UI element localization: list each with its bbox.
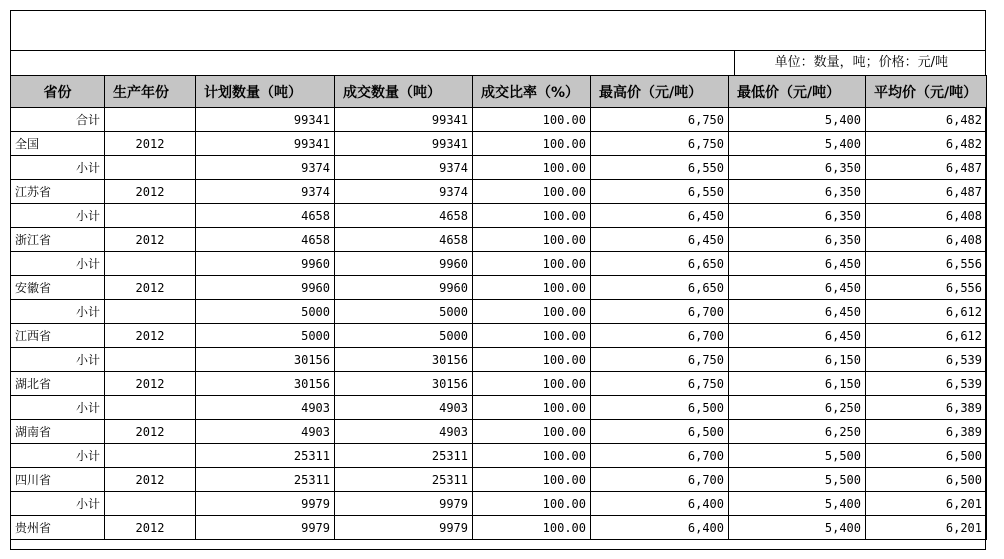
row-plan-qty: 9960 <box>196 252 335 276</box>
row-deal-rate: 100.00 <box>473 228 591 252</box>
table-row-subtotal <box>11 396 987 420</box>
row-plan-qty: 30156 <box>196 348 335 372</box>
row-deal-qty: 9374 <box>335 180 473 204</box>
row-plan-qty: 30156 <box>196 372 335 396</box>
header-avg-price: 平均价（元/吨） <box>866 76 987 108</box>
row-label: 小计 <box>11 492 105 516</box>
row-max-price: 6,450 <box>591 228 729 252</box>
row-deal-qty: 9979 <box>335 516 473 540</box>
row-deal-rate: 100.00 <box>473 108 591 132</box>
row-min-price: 6,350 <box>729 228 866 252</box>
row-min-price: 6,450 <box>729 300 866 324</box>
row-avg-price: 6,389 <box>866 420 987 444</box>
row-max-price: 6,700 <box>591 300 729 324</box>
header-min-price: 最低价（元/吨） <box>729 76 866 108</box>
row-year: 2012 <box>105 420 196 444</box>
row-label: 小计 <box>11 396 105 420</box>
row-label: 小计 <box>11 444 105 468</box>
row-deal-rate: 100.00 <box>473 468 591 492</box>
unit-note: 单位：数量，吨；价格：元/吨 <box>734 51 986 75</box>
table-row-province <box>11 468 987 492</box>
table-row-subtotal <box>11 156 987 180</box>
row-deal-rate: 100.00 <box>473 132 591 156</box>
row-label: 合计 <box>11 108 105 132</box>
row-avg-price: 6,612 <box>866 300 987 324</box>
row-avg-price: 6,539 <box>866 348 987 372</box>
table-row-subtotal <box>11 204 987 228</box>
row-avg-price: 6,408 <box>866 204 987 228</box>
table-row-subtotal <box>11 300 987 324</box>
row-max-price: 6,500 <box>591 396 729 420</box>
row-avg-price: 6,482 <box>866 108 987 132</box>
row-year <box>105 108 196 132</box>
row-label: 小计 <box>11 348 105 372</box>
row-max-price: 6,650 <box>591 276 729 300</box>
row-avg-price: 6,201 <box>866 492 987 516</box>
row-label: 小计 <box>11 300 105 324</box>
row-max-price: 6,700 <box>591 468 729 492</box>
row-year: 2012 <box>105 276 196 300</box>
row-max-price: 6,400 <box>591 492 729 516</box>
row-deal-qty: 4658 <box>335 204 473 228</box>
row-plan-qty: 4903 <box>196 396 335 420</box>
row-deal-qty: 30156 <box>335 372 473 396</box>
row-label: 小计 <box>11 252 105 276</box>
row-deal-qty: 25311 <box>335 444 473 468</box>
table-row-province <box>11 516 987 540</box>
row-year <box>105 300 196 324</box>
row-deal-qty: 9960 <box>335 252 473 276</box>
row-avg-price: 6,487 <box>866 156 987 180</box>
header-row <box>11 76 987 108</box>
row-year <box>105 444 196 468</box>
row-min-price: 6,350 <box>729 180 866 204</box>
header-max-price: 最高价（元/吨） <box>591 76 729 108</box>
header-year: 生产年份 <box>105 76 196 108</box>
header-deal-rate: 成交比率（%） <box>473 76 591 108</box>
row-deal-rate: 100.00 <box>473 324 591 348</box>
row-plan-qty: 4658 <box>196 204 335 228</box>
row-plan-qty: 5000 <box>196 300 335 324</box>
row-deal-rate: 100.00 <box>473 300 591 324</box>
row-max-price: 6,400 <box>591 516 729 540</box>
row-avg-price: 6,201 <box>866 516 987 540</box>
row-plan-qty: 9960 <box>196 276 335 300</box>
row-max-price: 6,650 <box>591 252 729 276</box>
table-row-province <box>11 276 987 300</box>
row-deal-rate: 100.00 <box>473 156 591 180</box>
table-row-subtotal <box>11 444 987 468</box>
row-plan-qty: 99341 <box>196 108 335 132</box>
row-year: 2012 <box>105 180 196 204</box>
row-deal-qty: 9960 <box>335 276 473 300</box>
row-deal-rate: 100.00 <box>473 276 591 300</box>
row-year <box>105 396 196 420</box>
row-plan-qty: 9374 <box>196 180 335 204</box>
row-deal-rate: 100.00 <box>473 180 591 204</box>
table-body <box>11 108 987 540</box>
row-year <box>105 252 196 276</box>
row-label: 小计 <box>11 204 105 228</box>
row-min-price: 6,450 <box>729 324 866 348</box>
row-max-price: 6,700 <box>591 324 729 348</box>
row-max-price: 6,500 <box>591 420 729 444</box>
row-year: 2012 <box>105 516 196 540</box>
header-plan-qty: 计划数量（吨） <box>196 76 335 108</box>
row-deal-qty: 4903 <box>335 420 473 444</box>
row-avg-price: 6,389 <box>866 396 987 420</box>
row-deal-rate: 100.00 <box>473 252 591 276</box>
row-deal-qty: 99341 <box>335 108 473 132</box>
row-deal-rate: 100.00 <box>473 516 591 540</box>
row-year: 2012 <box>105 228 196 252</box>
row-deal-qty: 9374 <box>335 156 473 180</box>
row-label: 湖南省 <box>11 420 105 444</box>
row-label: 小计 <box>11 156 105 180</box>
row-avg-price: 6,487 <box>866 180 987 204</box>
row-deal-qty: 5000 <box>335 300 473 324</box>
row-plan-qty: 99341 <box>196 132 335 156</box>
row-max-price: 6,550 <box>591 180 729 204</box>
row-avg-price: 6,539 <box>866 372 987 396</box>
header-deal-qty: 成交数量（吨） <box>335 76 473 108</box>
row-deal-qty: 9979 <box>335 492 473 516</box>
row-deal-qty: 25311 <box>335 468 473 492</box>
row-max-price: 6,450 <box>591 204 729 228</box>
row-year: 2012 <box>105 372 196 396</box>
row-avg-price: 6,500 <box>866 468 987 492</box>
table-row-total <box>11 108 987 132</box>
row-year: 2012 <box>105 132 196 156</box>
row-plan-qty: 9979 <box>196 516 335 540</box>
results-table <box>10 75 987 540</box>
row-min-price: 5,500 <box>729 468 866 492</box>
row-label: 安徽省 <box>11 276 105 300</box>
row-min-price: 6,450 <box>729 276 866 300</box>
row-min-price: 6,250 <box>729 420 866 444</box>
row-label: 贵州省 <box>11 516 105 540</box>
row-plan-qty: 9374 <box>196 156 335 180</box>
row-avg-price: 6,556 <box>866 252 987 276</box>
header-province: 省份 <box>11 76 105 108</box>
row-deal-rate: 100.00 <box>473 492 591 516</box>
row-max-price: 6,750 <box>591 372 729 396</box>
row-year <box>105 348 196 372</box>
row-plan-qty: 25311 <box>196 468 335 492</box>
table-row-subtotal <box>11 252 987 276</box>
row-year <box>105 204 196 228</box>
row-deal-qty: 5000 <box>335 324 473 348</box>
row-min-price: 6,250 <box>729 396 866 420</box>
row-max-price: 6,750 <box>591 132 729 156</box>
row-deal-qty: 4903 <box>335 396 473 420</box>
unit-line <box>10 51 986 75</box>
row-label: 浙江省 <box>11 228 105 252</box>
row-deal-rate: 100.00 <box>473 372 591 396</box>
report-title-area <box>10 10 986 51</box>
row-plan-qty: 9979 <box>196 492 335 516</box>
row-label: 江苏省 <box>11 180 105 204</box>
row-min-price: 5,400 <box>729 108 866 132</box>
row-avg-price: 6,482 <box>866 132 987 156</box>
row-label: 江西省 <box>11 324 105 348</box>
row-max-price: 6,750 <box>591 108 729 132</box>
row-avg-price: 6,408 <box>866 228 987 252</box>
table-row-province <box>11 372 987 396</box>
table-row-province <box>11 132 987 156</box>
row-max-price: 6,750 <box>591 348 729 372</box>
row-avg-price: 6,612 <box>866 324 987 348</box>
row-year: 2012 <box>105 324 196 348</box>
table-row-subtotal <box>11 348 987 372</box>
row-deal-rate: 100.00 <box>473 396 591 420</box>
row-label: 四川省 <box>11 468 105 492</box>
row-plan-qty: 4903 <box>196 420 335 444</box>
row-deal-qty: 99341 <box>335 132 473 156</box>
row-year <box>105 156 196 180</box>
row-avg-price: 6,500 <box>866 444 987 468</box>
table-row-subtotal <box>11 492 987 516</box>
row-min-price: 5,400 <box>729 516 866 540</box>
row-label: 全国 <box>11 132 105 156</box>
row-min-price: 5,400 <box>729 492 866 516</box>
row-label: 湖北省 <box>11 372 105 396</box>
row-min-price: 6,350 <box>729 204 866 228</box>
row-year <box>105 492 196 516</box>
row-plan-qty: 4658 <box>196 228 335 252</box>
table-row-province <box>11 324 987 348</box>
row-avg-price: 6,556 <box>866 276 987 300</box>
row-plan-qty: 5000 <box>196 324 335 348</box>
row-max-price: 6,550 <box>591 156 729 180</box>
row-deal-qty: 4658 <box>335 228 473 252</box>
row-min-price: 6,350 <box>729 156 866 180</box>
row-deal-qty: 30156 <box>335 348 473 372</box>
row-deal-rate: 100.00 <box>473 204 591 228</box>
row-deal-rate: 100.00 <box>473 348 591 372</box>
row-min-price: 6,450 <box>729 252 866 276</box>
row-plan-qty: 25311 <box>196 444 335 468</box>
row-deal-rate: 100.00 <box>473 420 591 444</box>
table-row-province <box>11 420 987 444</box>
table-row-province <box>11 180 987 204</box>
row-year: 2012 <box>105 468 196 492</box>
row-max-price: 6,700 <box>591 444 729 468</box>
row-min-price: 6,150 <box>729 372 866 396</box>
row-min-price: 6,150 <box>729 348 866 372</box>
row-min-price: 5,500 <box>729 444 866 468</box>
table-row-province <box>11 228 987 252</box>
row-deal-rate: 100.00 <box>473 444 591 468</box>
row-min-price: 5,400 <box>729 132 866 156</box>
